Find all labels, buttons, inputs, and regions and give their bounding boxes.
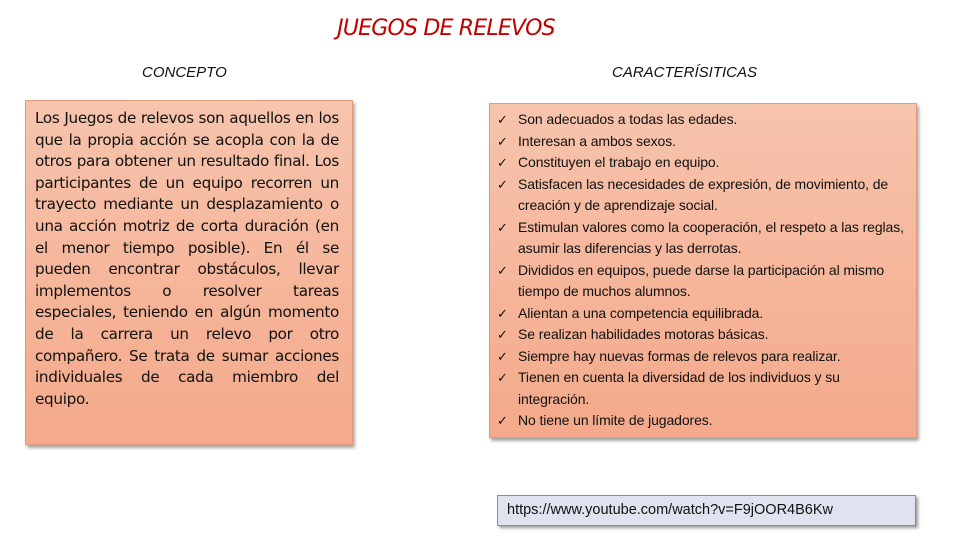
list-item bbox=[497, 260, 912, 303]
characteristics-list bbox=[497, 109, 912, 432]
concept-text: Los Juegos de relevos son aquellos en los que la propia acción se acopla con la de otros para obtener un resultado final. Los participantes de un equipo recorren un trayecto mediante un desplazamiento o una acción motriz de corta duración (en el menor tiempo posible). En él se pueden encontrar obstáculos, llevar implementos o resolver tareas especiales, teniendo en algún momento de la carrera un relevo por otro compañero. Se trata de sumar acciones individuales de cada miembro del equipo. bbox=[35, 109, 339, 408]
list-item-text: Alientan a una competencia equilibrada. bbox=[518, 304, 764, 321]
slide-title: JUEGOS DE RELEVOS bbox=[337, 16, 555, 41]
list-item bbox=[497, 131, 912, 153]
list-item bbox=[497, 217, 912, 260]
list-item bbox=[497, 367, 912, 410]
check-icon: ✓ bbox=[497, 348, 508, 364]
check-icon: ✓ bbox=[497, 262, 508, 278]
list-item-text: Siempre hay nuevas formas de relevos para realizar. bbox=[518, 347, 841, 364]
check-icon: ✓ bbox=[497, 305, 508, 321]
check-icon: ✓ bbox=[497, 370, 508, 385]
check-icon: ✓ bbox=[497, 176, 508, 192]
check-icon: ✓ bbox=[497, 133, 508, 149]
characteristics-box bbox=[489, 103, 917, 438]
list-item-text: Estimulan valores como la cooperación, el respeto a las reglas, asumir las diferencias y las derrotas. bbox=[518, 218, 904, 256]
video-link[interactable]: https://www.youtube.com/watch?v=F9jOOR4B6Kw bbox=[497, 495, 916, 526]
concept-box bbox=[25, 100, 353, 445]
list-item-text: Satisfacen las necesidades de expresión, de movimiento, de creación y de aprendizaje social. bbox=[518, 175, 889, 213]
list-item-text: Divididos en equipos, puede darse la participación al mismo tiempo de muchos alumnos. bbox=[518, 261, 885, 299]
list-item bbox=[497, 174, 912, 217]
list-item-text: Son adecuados a todas las edades. bbox=[518, 111, 738, 127]
check-icon: ✓ bbox=[497, 327, 508, 342]
list-item bbox=[497, 303, 912, 325]
list-item bbox=[497, 410, 912, 432]
characteristics-heading: CARACTERÍSITICAS bbox=[612, 64, 758, 81]
check-icon: ✓ bbox=[497, 155, 508, 170]
list-item bbox=[497, 109, 912, 131]
list-item bbox=[497, 324, 912, 346]
check-icon: ✓ bbox=[497, 112, 508, 127]
check-icon: ✓ bbox=[497, 219, 508, 235]
list-item bbox=[497, 152, 912, 174]
list-item-text: Interesan a ambos sexos. bbox=[518, 132, 676, 149]
check-icon: ✓ bbox=[497, 413, 508, 428]
list-item-text: Se realizan habilidades motoras básicas. bbox=[518, 326, 769, 342]
list-item-text: Constituyen el trabajo en equipo. bbox=[518, 154, 720, 170]
concept-heading: CONCEPTO bbox=[142, 64, 227, 81]
list-item bbox=[497, 346, 912, 368]
list-item-text: Tienen en cuenta la diversidad de los individuos y su integración. bbox=[518, 369, 840, 407]
list-item-text: No tiene un límite de jugadores. bbox=[518, 412, 713, 428]
